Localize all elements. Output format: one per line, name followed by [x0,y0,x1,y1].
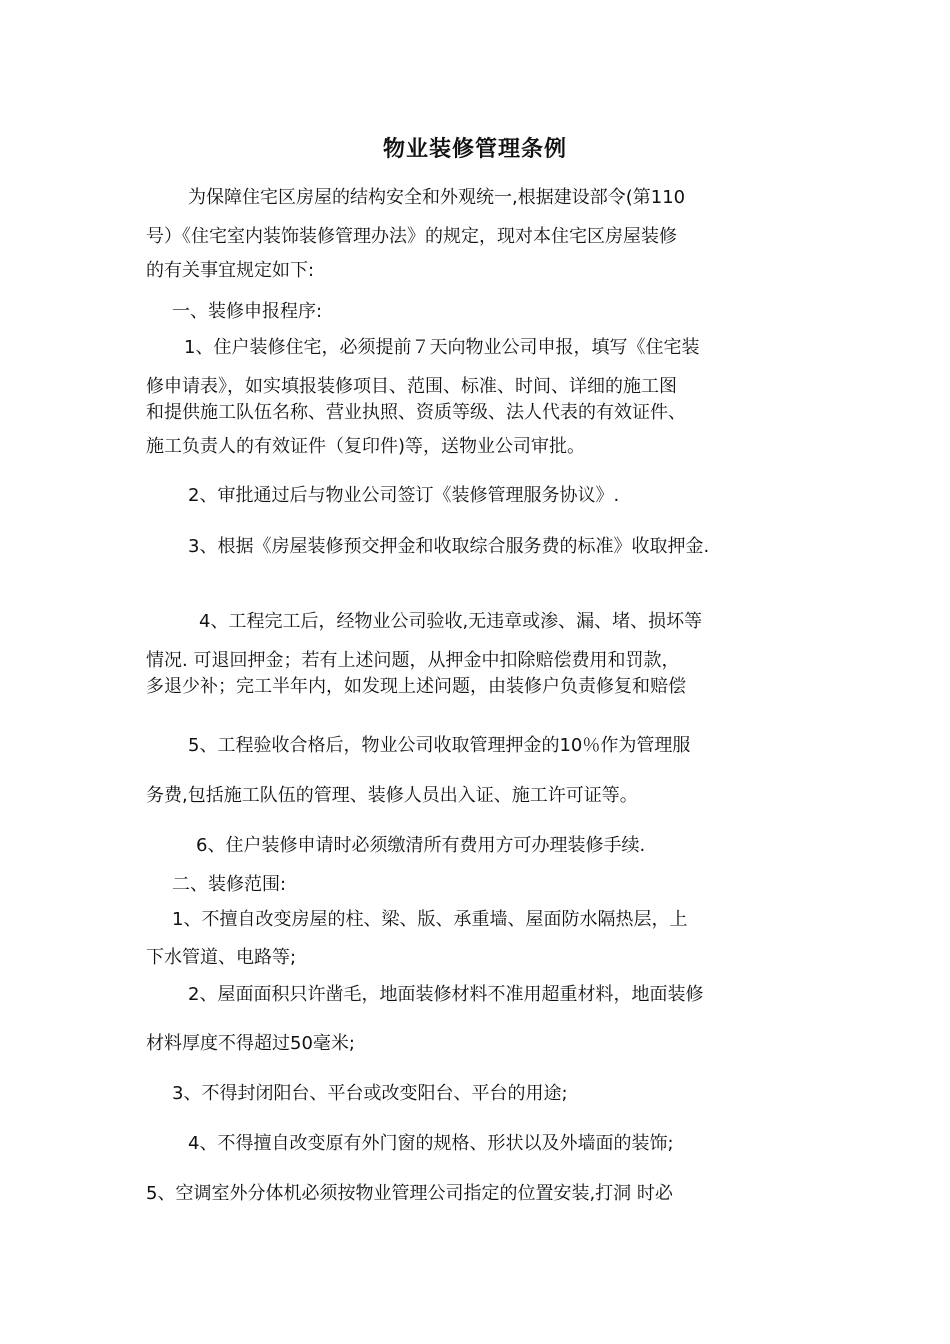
paragraph-line: 4、工程完工后，经物业公司验收,无违章或渗、漏、堵、损坏等 [199,611,703,632]
paragraph-line: 情况. 可退回押金；若有上述问题，从押金中扣除赔偿费用和罚款， [146,650,680,671]
paragraph-line: 的有关事宜规定如下: [146,260,315,281]
paragraph-line: 材料厚度不得超过50毫米; [146,1033,355,1054]
document-title: 物业装修管理条例 [382,137,567,162]
paragraph-line: 2、屋面面积只许凿毛，地面装修材料不准用超重材料，地面装修 [188,984,704,1005]
paragraph-line: 1、不擅自改变房屋的柱、梁、版、承重墙、屋面防水隔热层，上 [172,909,688,930]
paragraph-line: 施工负责人的有效证件（复印件)等，送物业公司审批。 [146,436,586,457]
paragraph-line: 务费,包括施工队伍的管理、装修人员出入证、施工许可证等。 [146,785,638,806]
paragraph-line: 和提供施工队伍名称、营业执照、资质等级、法人代表的有效证件、 [146,402,686,423]
paragraph-line: 5、工程验收合格后，物业公司收取管理押金的10％作为管理服 [188,735,691,756]
paragraph-line: 2、审批通过后与物业公司签订《装修管理服务协议》. [188,485,620,506]
paragraph-line: 号）《住宅室内装饰装修管理办法》的规定，现对本住宅区房屋装修 [146,226,677,247]
paragraph-line: 为保障住宅区房屋的结构安全和外观统一,根据建设部令(第110 [188,187,686,208]
paragraph-line: 5、空调室外分体机必须按物业管理公司指定的位置安装,打洞 时必 [146,1183,673,1204]
paragraph-line: 4、不得擅自改变原有外门窗的规格、形状以及外墙面的装饰; [188,1133,674,1154]
section-heading: 二、装修范围: [172,874,287,895]
paragraph-line: 3、根据《房屋装修预交押金和收取综合服务费的标准》收取押金. [188,536,710,557]
paragraph-line: 3、不得封闭阳台、平台或改变阳台、平台的用途; [172,1083,568,1104]
paragraph-line: 修申请表》，如实填报装修项目、范围、标准、时间、详细的施工图 [146,376,677,397]
section-heading: 一、装修申报程序: [172,301,323,322]
paragraph-line: 6、住户装修申请时必须缴清所有费用方可办理装修手续. [196,835,646,856]
paragraph-line: 下水管道、电路等; [146,947,297,968]
paragraph-line: 1、住户装修住宅，必须提前７天向物业公司申报，填写《住宅装 [184,337,700,358]
paragraph-line: 多退少补；完工半年内，如发现上述问题，由装修户负责修复和赔偿 [146,676,686,697]
